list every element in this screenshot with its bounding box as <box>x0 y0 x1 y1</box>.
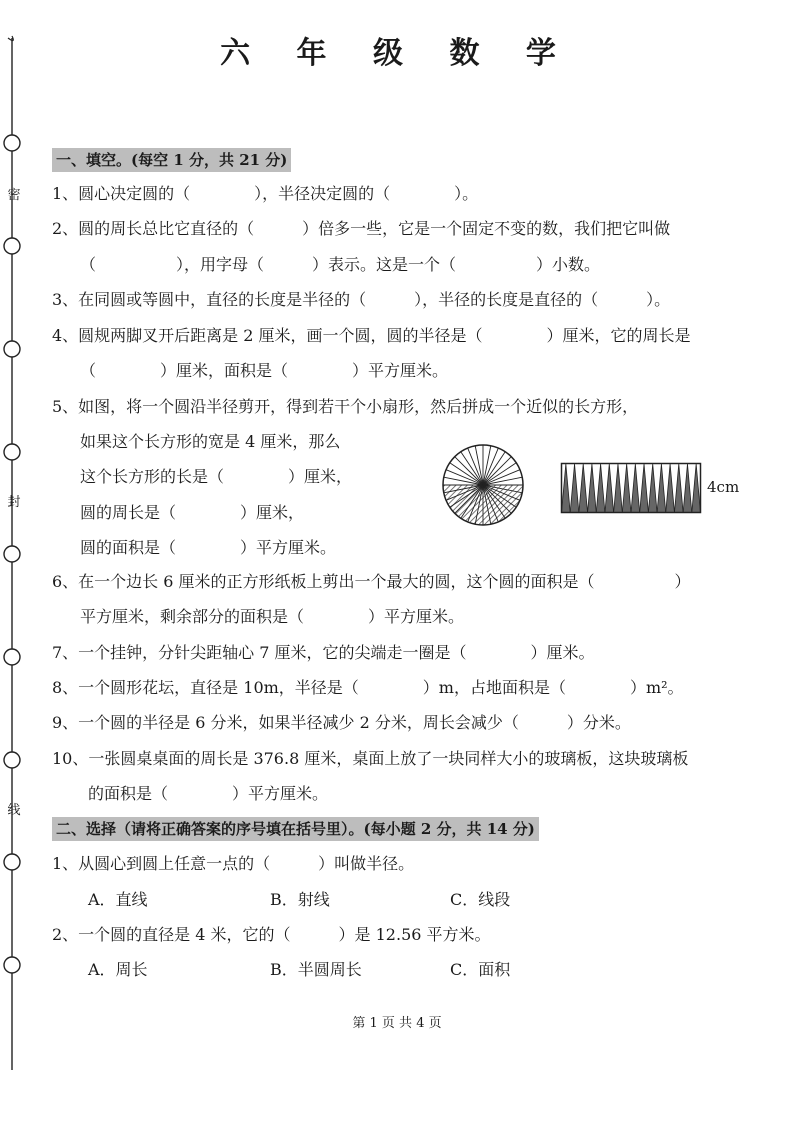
choice-1-option-b: B．射线 <box>270 890 330 909</box>
binding-margin <box>0 0 40 1080</box>
binding-label-mi: 密 <box>7 188 21 203</box>
page-number: 第 1 页 共 4 页 <box>352 1016 442 1031</box>
sector-piece <box>631 464 640 513</box>
page-title: 六 年 级 数 学 <box>220 36 574 71</box>
question-4-line-1: 4、圆规两脚叉开后距离是 2 厘米，画一个圆，圆的半径是（ ）厘米，它的周长是 <box>52 326 691 345</box>
binding-label-feng: 封 <box>7 495 21 510</box>
question-6-line-1: 6、在一个边长 6 厘米的正方形纸板上剪出一个最大的圆，这个圆的面积是（ ） <box>52 572 691 591</box>
question-5-line-1: 5、如图，将一个圆沿半径剪开，得到若干个小扇形，然后拼成一个近似的长方形， <box>52 397 639 416</box>
sector-piece <box>674 464 683 513</box>
sector-piece <box>588 464 597 513</box>
section-1-header: 一、填空。(每空 1 分，共 21 分) <box>52 148 291 172</box>
choice-1-option-c: C．线段 <box>450 890 511 909</box>
sector-piece <box>683 464 692 513</box>
sector-divider <box>483 457 511 485</box>
question-5-line-4: 圆的周长是（ ）厘米， <box>80 503 305 522</box>
sector-piece <box>666 464 675 513</box>
width-label: 4cm <box>707 478 740 496</box>
choice-2-line: 2、一个圆的直径是 4 米，它的（ ）是 12.56 平方米。 <box>52 925 491 944</box>
question-3-line: 3、在同圆或等圆中，直径的长度是半径的（ ），半径的长度是直径的（ ）。 <box>52 290 671 309</box>
sector-piece <box>614 464 623 513</box>
question-2-line-2: （ ），用字母（ ）表示。这是一个（ ）小数。 <box>80 255 601 274</box>
choice-1-option-a: A．直线 <box>88 890 148 909</box>
choice-2-option-a: A．周长 <box>88 960 148 979</box>
choice-2-option-b: B．半圆周长 <box>270 960 362 979</box>
question-8-line: 8、一个圆形花坛，直径是 10m，半径是（ ）m，占地面积是（ ）m²。 <box>52 678 684 697</box>
choice-2-option-c: C．面积 <box>450 960 511 979</box>
question-10-line-2: 的面积是（ ）平方厘米。 <box>88 784 329 803</box>
sector-piece <box>570 464 579 513</box>
question-4-line-2: （ ）厘米，面积是（ ）平方厘米。 <box>80 361 449 380</box>
sector-piece <box>596 464 605 513</box>
sector-piece <box>562 464 571 513</box>
question-5-line-3: 这个长方形的长是（ ）厘米， <box>80 467 353 486</box>
question-10-line-1: 10、一张圆桌桌面的周长是 376.8 厘米，桌面上放了一块同样大小的玻璃板，这块玻璃板 <box>52 749 689 768</box>
question-2-line-1: 2、圆的周长总比它直径的（ ）倍多一些，它是一个固定不变的数，我们把它叫做 <box>52 219 671 238</box>
question-7-line: 7、一个挂钟，分针尖距轴心 7 厘米，它的尖端走一圈是（ ）厘米。 <box>52 643 595 662</box>
sector-piece <box>657 464 666 513</box>
question-1-line: 1、圆心决定圆的（ ），半径决定圆的（ ）。 <box>52 184 479 203</box>
sector-piece <box>640 464 649 513</box>
sector-piece <box>648 464 657 513</box>
sector-divider <box>455 457 483 485</box>
binding-label-xian: 线 <box>7 803 21 818</box>
question-6-line-2: 平方厘米，剩余部分的面积是（ ）平方厘米。 <box>80 607 465 626</box>
question-9-line: 9、一个圆的半径是 6 分米，如果半径减少 2 分米，周长会减少（ ）分米。 <box>52 713 631 732</box>
sector-piece <box>622 464 631 513</box>
sector-circle-figure <box>441 443 525 527</box>
rectangle-figure <box>560 462 702 514</box>
sector-piece <box>579 464 588 513</box>
section-2-header: 二、选择（请将正确答案的序号填在括号里）。(每小题 2 分，共 14 分) <box>52 817 539 841</box>
question-5-line-2: 如果这个长方形的宽是 4 厘米，那么 <box>80 432 341 451</box>
sector-piece <box>605 464 614 513</box>
question-5-line-5: 圆的面积是（ ）平方厘米。 <box>80 538 337 557</box>
sector-piece <box>692 464 701 513</box>
choice-1-line: 1、从圆心到圆上任意一点的（ ）叫做半径。 <box>52 854 415 873</box>
binding-line <box>0 0 40 1080</box>
